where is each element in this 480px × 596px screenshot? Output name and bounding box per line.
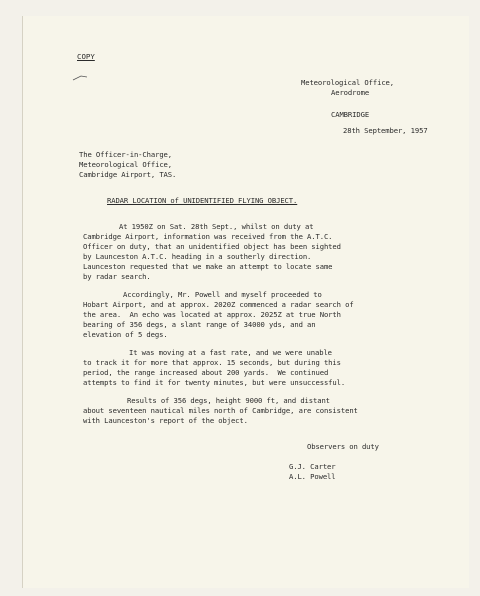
letter-page [22, 16, 469, 588]
signature-name-1: G.J. Carter [289, 462, 336, 471]
recipient-line-2: Meteorological Office, [79, 160, 172, 169]
p3-line: period, the range increased about 200 yards. We continued [83, 368, 329, 377]
subject-line: RADAR LOCATION of UNIDENTIFIED FLYING OBJECT. [107, 196, 298, 205]
recipient-line-3: Cambridge Airport, TAS. [79, 170, 177, 179]
p3-line: to track it for more that approx. 15 seconds, but during this [83, 358, 341, 367]
p1-line: by Launceston A.T.C. heading in a southerly direction. [83, 252, 312, 261]
handwritten-mark [71, 68, 89, 78]
p2-line: Hobart Airport, and at approx. 2020Z commenced a radar search of [83, 300, 354, 309]
letter-date: 28th September, 1957 [343, 126, 428, 135]
p4-line: Results of 356 degs, height 9000 ft, and distant [127, 396, 330, 405]
p2-line: the area. An echo was located at approx. 2025Z at true North [83, 310, 341, 319]
p4-line: with Launceston's report of the object. [83, 416, 248, 425]
p1-line: Launceston requested that we make an attempt to locate same [83, 262, 333, 271]
p4-line: about seventeen nautical miles north of Cambridge, are consistent [83, 406, 358, 415]
sender-line-2: Aerodrome [331, 88, 370, 97]
p2-line: bearing of 356 degs, a slant range of 34000 yds, and an [83, 320, 316, 329]
p1-line: Officer on duty, that an unidentified object has been sighted [83, 242, 341, 251]
p1-line: Cambridge Airport, information was received from the A.T.C. [83, 232, 333, 241]
copy-mark: COPY [77, 52, 95, 61]
signature-name-2: A.L. Powell [289, 472, 336, 481]
sender-line-3: CAMBRIDGE [331, 110, 370, 119]
signature-role: Observers on duty [307, 442, 379, 451]
recipient-line-1: The Officer-in-Charge, [79, 150, 172, 159]
p1-line: At 1950Z on Sat. 28th Sept., whilst on duty at [119, 222, 314, 231]
sender-line-1: Meteorological Office, [301, 78, 394, 87]
p3-line: attempts to find it for twenty minutes, but were unsuccessful. [83, 378, 346, 387]
p1-line: by radar search. [83, 272, 151, 281]
p2-line: Accordingly, Mr. Powell and myself proceeded to [123, 290, 322, 299]
p3-line: It was moving at a fast rate, and we were unable [129, 348, 332, 357]
p2-line: elevation of 5 degs. [83, 330, 168, 339]
